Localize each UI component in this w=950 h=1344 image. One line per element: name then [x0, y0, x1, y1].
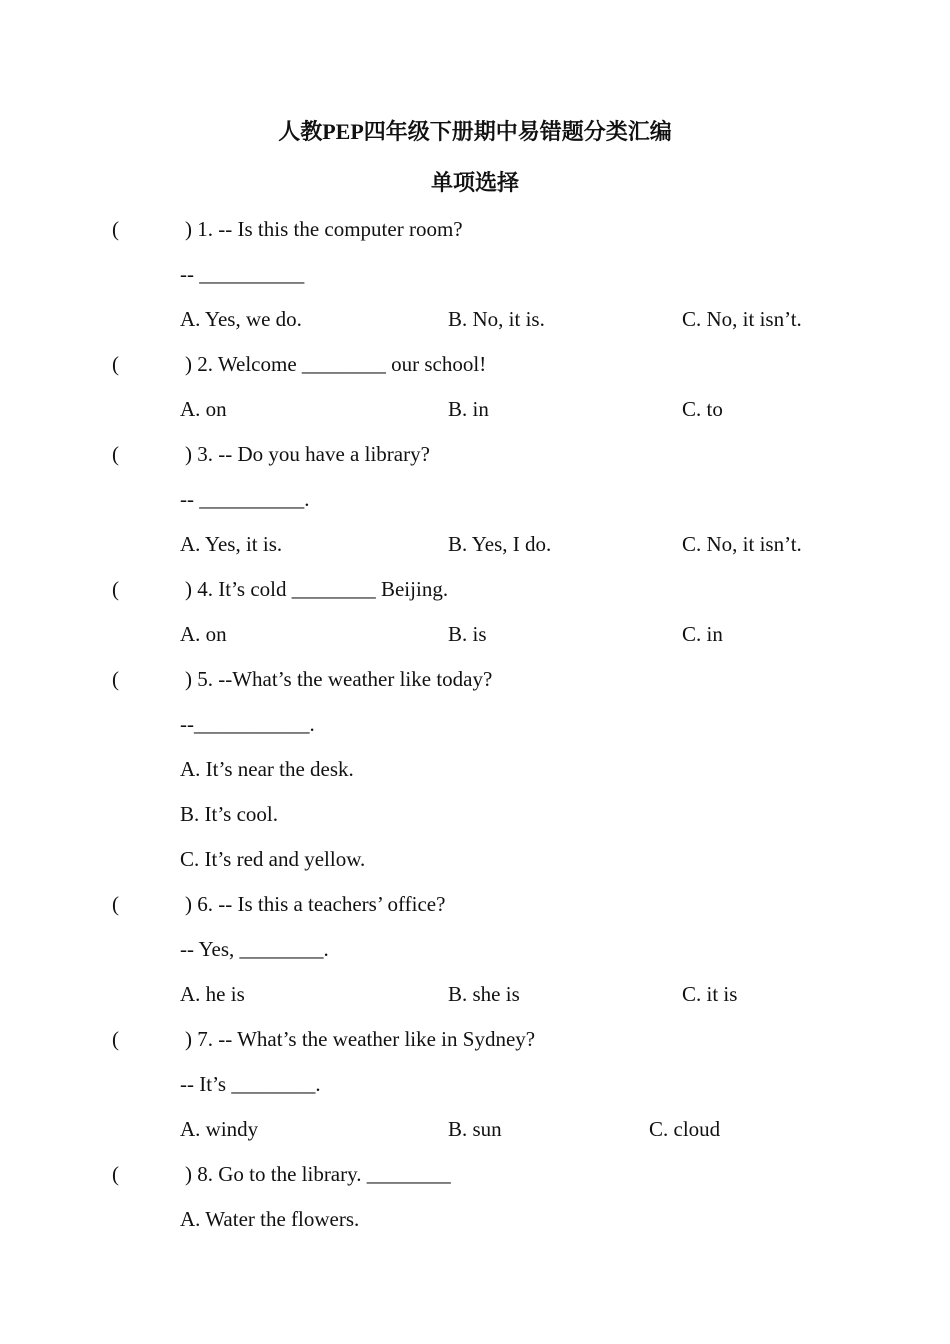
option-a: A. he is	[180, 982, 245, 1006]
option-a: A. Yes, it is.	[180, 532, 283, 556]
answer-line: -- It’s ________.	[180, 1072, 321, 1096]
option-b: B. It’s cool.	[180, 802, 278, 826]
option-c: C. cloud	[649, 1117, 721, 1141]
option-c: C. No, it isn’t.	[682, 532, 802, 556]
option-a: A. on	[180, 622, 227, 646]
option-a: A. It’s near the desk.	[180, 757, 354, 781]
answer-paren: (	[112, 892, 119, 916]
answer-paren: (	[112, 1027, 119, 1051]
answer-paren: (	[112, 217, 119, 241]
option-b: B. is	[448, 622, 487, 646]
question-stem: ) 7. -- What’s the weather like in Sydney?	[185, 1027, 536, 1051]
question-stem: ) 3. -- Do you have a library?	[185, 442, 430, 466]
answer-paren: (	[112, 667, 119, 691]
option-a: A. windy	[180, 1117, 259, 1141]
option-c: C. No, it isn’t.	[682, 307, 802, 331]
option-b: B. sun	[448, 1117, 502, 1141]
answer-paren: (	[112, 1162, 119, 1186]
worksheet-title: 人教PEP四年级下册期中易错题分类汇编	[278, 119, 672, 144]
answer-paren: (	[112, 352, 119, 376]
question-stem: ) 6. -- Is this a teachers’ office?	[185, 892, 446, 916]
section-heading: 单项选择	[430, 170, 519, 195]
answer-paren: (	[112, 442, 119, 466]
option-a: A. on	[180, 397, 227, 421]
answer-line: --___________.	[180, 712, 315, 736]
question-stem: ) 1. -- Is this the computer room?	[185, 217, 463, 241]
answer-line: -- __________.	[180, 487, 310, 511]
option-a: A. Yes, we do.	[180, 307, 302, 331]
option-b: B. No, it is.	[448, 307, 545, 331]
option-a: A. Water the flowers.	[180, 1207, 360, 1231]
option-b: B. Yes, I do.	[448, 532, 552, 556]
option-b: B. in	[448, 397, 489, 421]
answer-line: -- __________	[180, 262, 305, 286]
option-c: C. in	[682, 622, 723, 646]
question-stem: ) 8. Go to the library. ________	[185, 1162, 451, 1186]
question-stem: ) 4. It’s cold ________ Beijing.	[185, 577, 449, 601]
answer-paren: (	[112, 577, 119, 601]
option-c: C. it is	[682, 982, 738, 1006]
question-stem: ) 5. --What’s the weather like today?	[185, 667, 493, 691]
answer-line: -- Yes, ________.	[180, 937, 329, 961]
question-stem: ) 2. Welcome ________ our school!	[185, 352, 487, 376]
option-c: C. to	[682, 397, 723, 421]
option-c: C. It’s red and yellow.	[180, 847, 366, 871]
option-b: B. she is	[448, 982, 520, 1006]
